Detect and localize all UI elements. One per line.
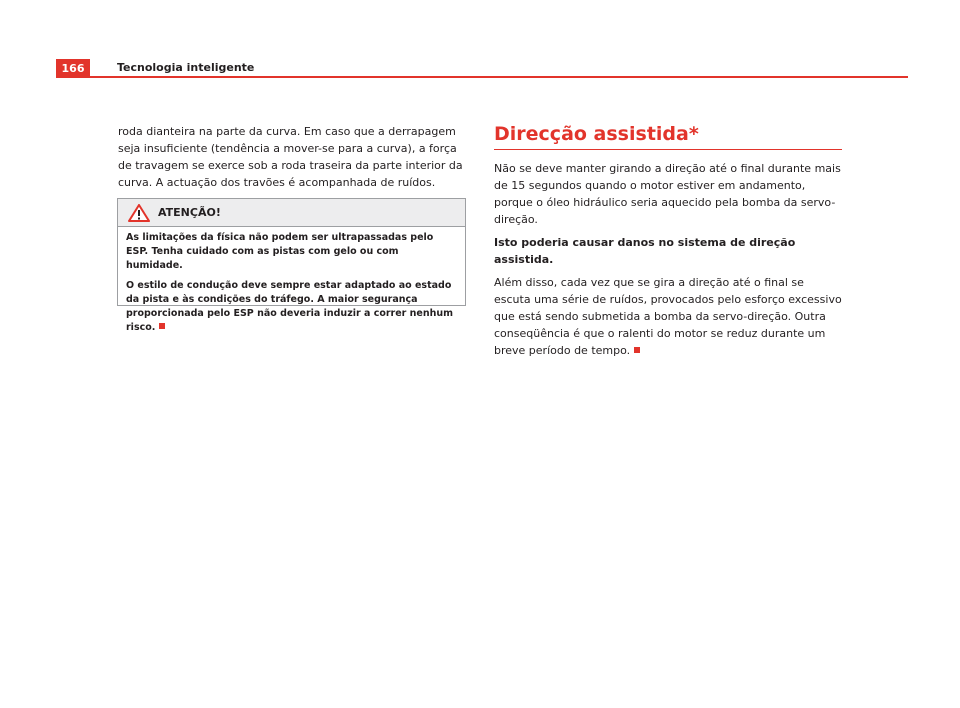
end-of-section-icon [634, 347, 640, 353]
header-rule [56, 76, 908, 78]
warning-paragraph [126, 231, 457, 273]
body-paragraph [494, 274, 842, 359]
warning-title: ATENÇÃO! [158, 206, 221, 219]
running-header: Tecnologia inteligente [117, 61, 255, 74]
right-column [494, 121, 842, 359]
body-paragraph: roda dianteira na parte da curva. Em caso que a derrapagem seja insuficiente (tendência a mover-se para a curva), a força de travagem se exerce sob a roda traseira da parte interior da curva. A actuação dos travões é acompanhada de ruídos. [118, 125, 463, 189]
bold-paragraph: Isto poderia causar danos no sistema de direção assistida. [494, 236, 796, 266]
warning-box [117, 198, 466, 333]
page-number: 166 [56, 59, 90, 77]
warning-text: As limitações da física não podem ser ultrapassadas pelo ESP. Tenha cuidado com as pistas com gelo ou com humidade. [126, 232, 434, 271]
body-paragraph: Não se deve manter girando a direção até o final durante mais de 15 segundos quando o motor estiver em andamento, porque o óleo hidráulico seria aquecido pela bomba da servo-direção. [494, 162, 841, 226]
left-column [118, 123, 468, 191]
warning-triangle-icon [128, 204, 150, 222]
warning-header [118, 199, 465, 227]
warning-paragraph [126, 279, 457, 335]
warning-body [118, 227, 465, 335]
body-text: Além disso, cada vez que se gira a direção até o final se escuta uma série de ruídos, provocados pelo esforço excessivo que está sendo submetida a bomba da servo-direção. Outra conseqüência é que o ralenti do motor se reduz durante um breve período de tempo. [494, 276, 842, 357]
section-title: Direcção assistida* [494, 121, 842, 150]
end-of-section-icon [159, 323, 165, 329]
warning-text: O estilo de condução deve sempre estar adaptado ao estado da pista e às condições do tráfego. A maior segurança proporcionada pelo ESP não deveria induzir a correr nenhum risco. [126, 280, 454, 333]
